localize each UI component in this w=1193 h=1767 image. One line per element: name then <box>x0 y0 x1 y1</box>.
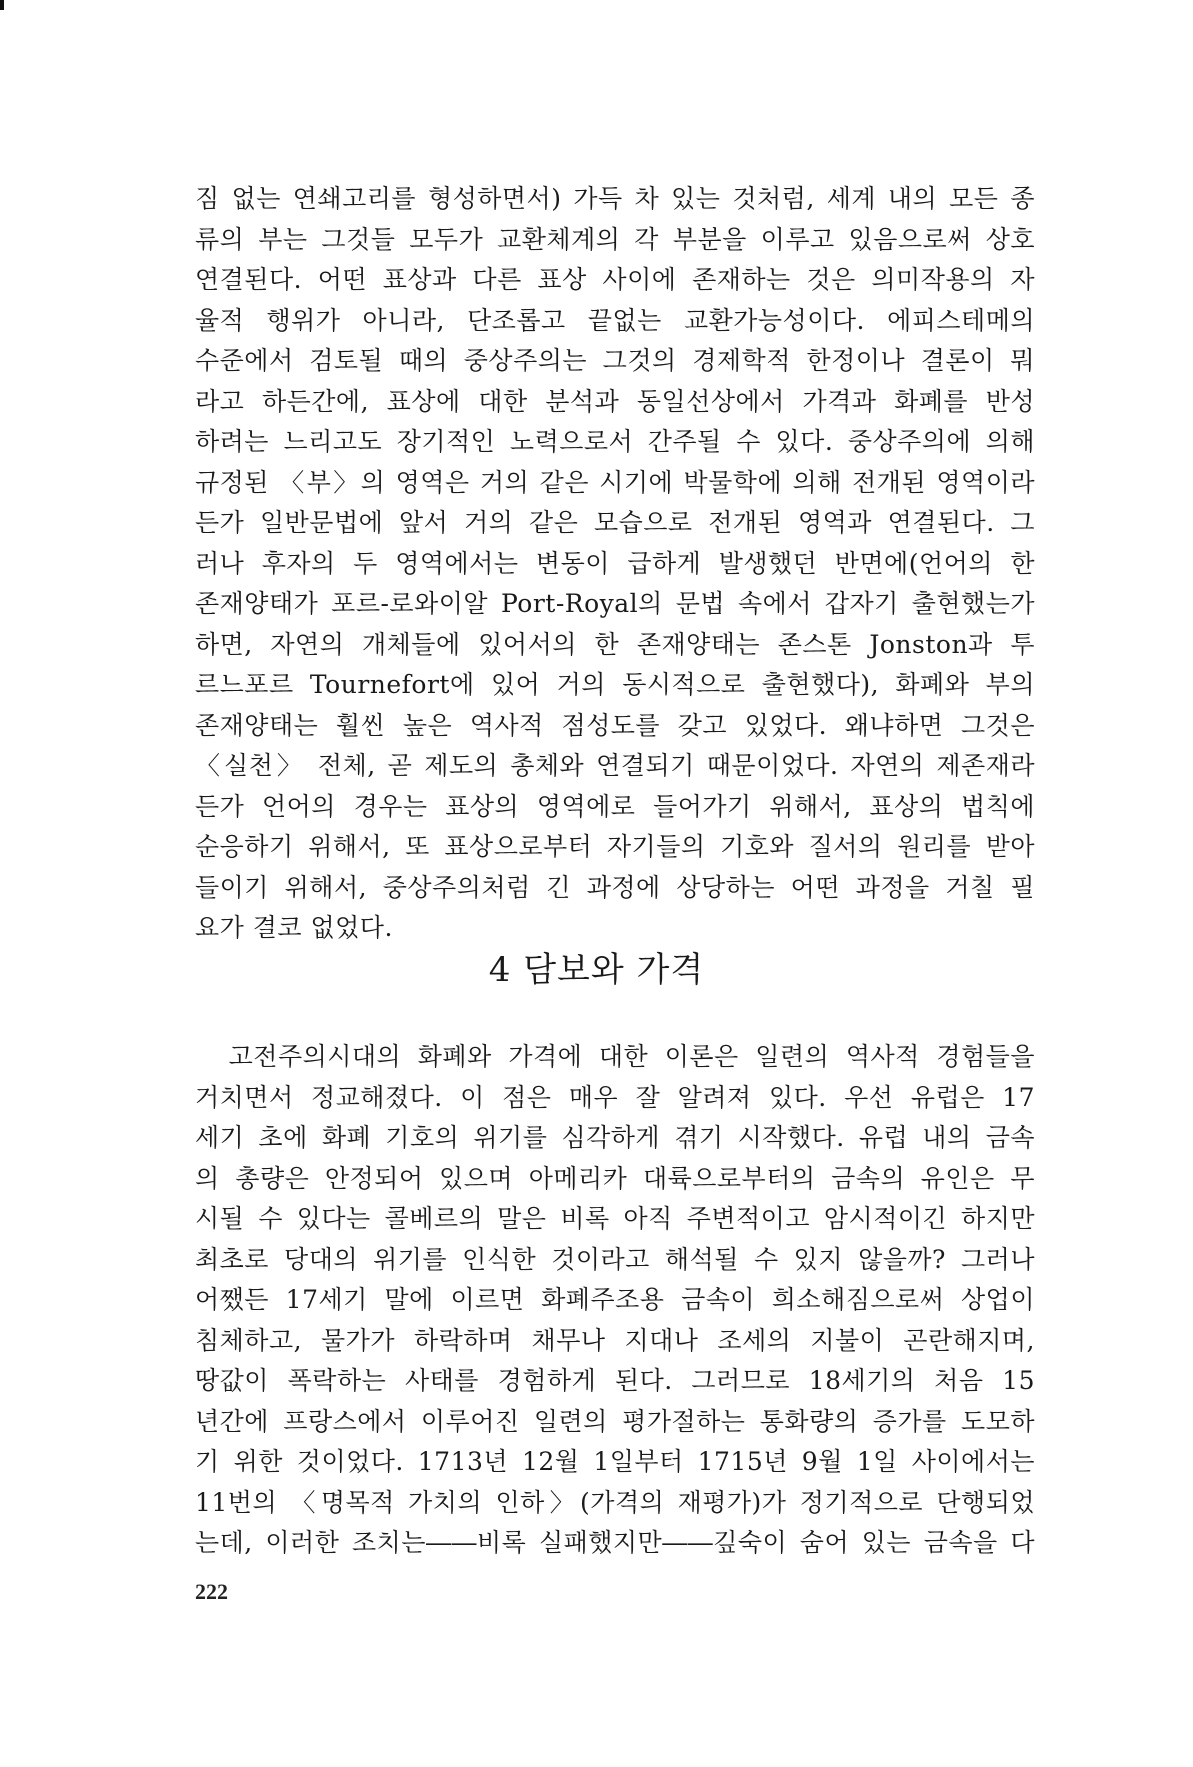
text-line: 요가 결코 없었다. <box>195 913 393 942</box>
text-line: 거치면서 정교해졌다. 이 점은 매우 잘 알려져 있다. 우선 유럽은 17 <box>195 1082 1035 1112</box>
scan-corner-mark <box>0 0 4 10</box>
text-line: 시될 수 있다는 콜베르의 말은 비록 아직 주변적이고 암시적이긴 하지만 <box>195 1204 1035 1233</box>
text-line: 존재양태는 훨씬 높은 역사적 점성도를 갖고 있었다. 왜냐하면 그것은 <box>195 710 1035 740</box>
text-line: 순응하기 위해서, 또 표상으로부터 자기들의 기호와 질서의 원리를 받아 <box>195 832 1035 861</box>
text-line: 라고 하든간에, 표상에 대한 분석과 동일선상에서 가격과 화폐를 반성 <box>195 386 1035 416</box>
text-line: 어쨌든 17세기 말에 이르면 화폐주조용 금속이 희소해짐으로써 상업이 <box>195 1285 1035 1314</box>
text-line: 러나 후자의 두 영역에서는 변동이 급하게 발생했던 반면에(언어의 한 <box>195 548 1035 578</box>
paragraph-continued <box>195 179 1035 949</box>
section-heading: 4 담보와 가격 <box>488 950 705 990</box>
text-line: 존재양태가 포르-로와이알 Port-Royal의 문법 속에서 갑자기 출현했는가 <box>195 589 1035 618</box>
text-line: 든가 언어의 경우는 표상의 영역에로 들어가기 위해서, 표상의 법칙에 <box>195 791 1035 821</box>
text-line: 짐 없는 연쇄고리를 형성하면서) 가득 차 있는 것처럼, 세계 내의 모든 종 <box>195 184 1035 213</box>
text-line: 년간에 프랑스에서 이루어진 일련의 평가절하는 통화량의 증가를 도모하 <box>195 1406 1035 1436</box>
text-line: 류의 부는 그것들 모두가 교환체계의 각 부분을 이루고 있음으로써 상호 <box>195 224 1035 254</box>
text-line: 규정된 〈부〉의 영역은 거의 같은 시기에 박물학에 의해 전개된 영역이라 <box>195 467 1035 497</box>
page-number: 222 <box>195 1579 228 1604</box>
text-line: 하면, 자연의 개체들에 있어서의 한 존재양태는 존스톤 Jonston과 투 <box>195 629 1035 659</box>
text-line: 수준에서 검토될 때의 중상주의는 그것의 경제학적 한정이나 결론이 뭐 <box>195 346 1035 375</box>
text-line: 의 총량은 안정되어 있으며 아메리카 대륙으로부터의 금속의 유인은 무 <box>195 1163 1035 1193</box>
text-line: 든가 일반문법에 앞서 거의 같은 모습으로 전개된 영역과 연결된다. 그 <box>195 508 1035 537</box>
text-line: 는데, 이러한 조치는――비록 실패했지만――깊숙이 숨어 있는 금속을 다 <box>195 1528 1035 1557</box>
text-line: 들이기 위해서, 중상주의처럼 긴 과정에 상당하는 어떤 과정을 거칠 필 <box>195 872 1035 902</box>
text-line: 기 위한 것이었다. 1713년 12월 1일부터 1715년 9월 1일 사이에서는 <box>195 1447 1035 1476</box>
text-line: 르느포르 Tournefort에 있어 거의 동시적으로 출현했다), 화폐와 부의 <box>195 670 1035 699</box>
paragraph-section-start <box>195 1037 1035 1564</box>
text-line: 율적 행위가 아니라, 단조롭고 끝없는 교환가능성이다. 에피스테메의 <box>195 305 1035 335</box>
text-line: 11번의 〈명목적 가치의 인하〉(가격의 재평가)가 정기적으로 단행되었 <box>195 1487 1035 1517</box>
text-line: 고전주의시대의 화폐와 가격에 대한 이론은 일련의 역사적 경험들을 <box>195 1042 1035 1071</box>
text-line: 최초로 당대의 위기를 인식한 것이라고 해석될 수 있지 않을까? 그러나 <box>195 1244 1035 1274</box>
text-line: 연결된다. 어떤 표상과 다른 표상 사이에 존재하는 것은 의미작용의 자 <box>195 265 1035 294</box>
text-line: 침체하고, 물가가 하락하며 채무나 지대나 조세의 지불이 곤란해지며, <box>195 1325 1035 1355</box>
text-line: 〈실천〉 전체, 곧 제도의 총체와 연결되기 때문이었다. 자연의 제존재라 <box>195 751 1035 780</box>
text-line: 땅값이 폭락하는 사태를 경험하게 된다. 그러므로 18세기의 처음 15 <box>195 1366 1035 1395</box>
text-line: 하려는 느리고도 장기적인 노력으로서 간주될 수 있다. 중상주의에 의해 <box>195 427 1035 456</box>
text-line: 세기 초에 화폐 기호의 위기를 심각하게 겪기 시작했다. 유럽 내의 금속 <box>195 1123 1035 1152</box>
